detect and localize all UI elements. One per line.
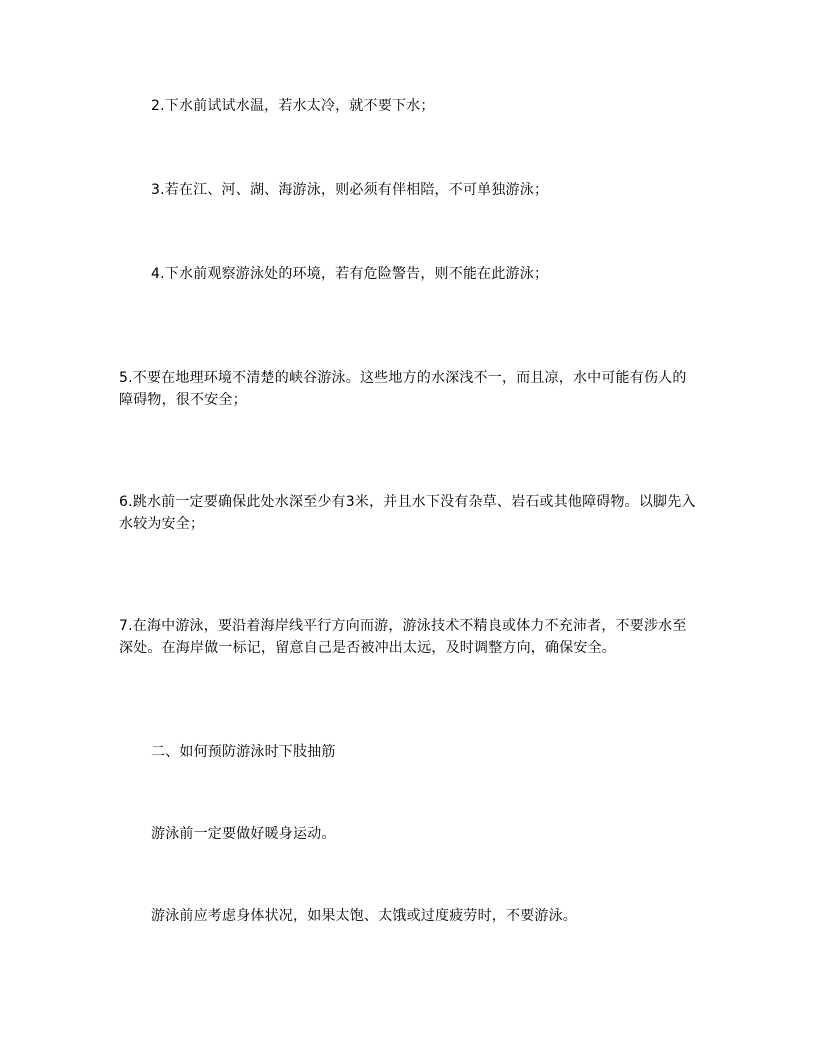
- paragraph-body-condition: 游泳前应考虑身体状况，如果太饱、太饿或过度疲劳时，不要游泳。: [151, 908, 577, 924]
- paragraph-diving-depth: 6.跳水前一定要确保此处水深至少有3米，并且水下没有杂草、岩石或其他障碍物。以脚先入水较为安全；: [119, 494, 696, 532]
- paragraph-sea-swimming: 7.在海中游泳，要沿着海岸线平行方向而游，游泳技术不精良或体力不充沛者，不要涉水至深处。在海岸做一标记，留意自己是否被冲出太远，及时调整方向，确保安全。: [119, 618, 687, 656]
- paragraph-avoid-canyons: 5.不要在地理环境不清楚的峡谷游泳。这些地方的水深浅不一，而且凉，水中可能有伤人的障碍物，很不安全；: [119, 370, 687, 408]
- paragraph-check-environment: 4.下水前观察游泳处的环境，若有危险警告，则不能在此游泳；: [151, 266, 549, 282]
- section-heading-cramp-prevention: 二、如何预防游泳时下肢抽筋: [151, 744, 336, 760]
- paragraph-swim-with-companion: 3.若在江、河、湖、海游泳，则必须有伴相陪，不可单独游泳；: [151, 182, 549, 198]
- paragraph-warm-up: 游泳前一定要做好暖身运动。: [151, 826, 336, 842]
- paragraph-water-temperature: 2.下水前试试水温，若水太冷，就不要下水；: [151, 98, 435, 114]
